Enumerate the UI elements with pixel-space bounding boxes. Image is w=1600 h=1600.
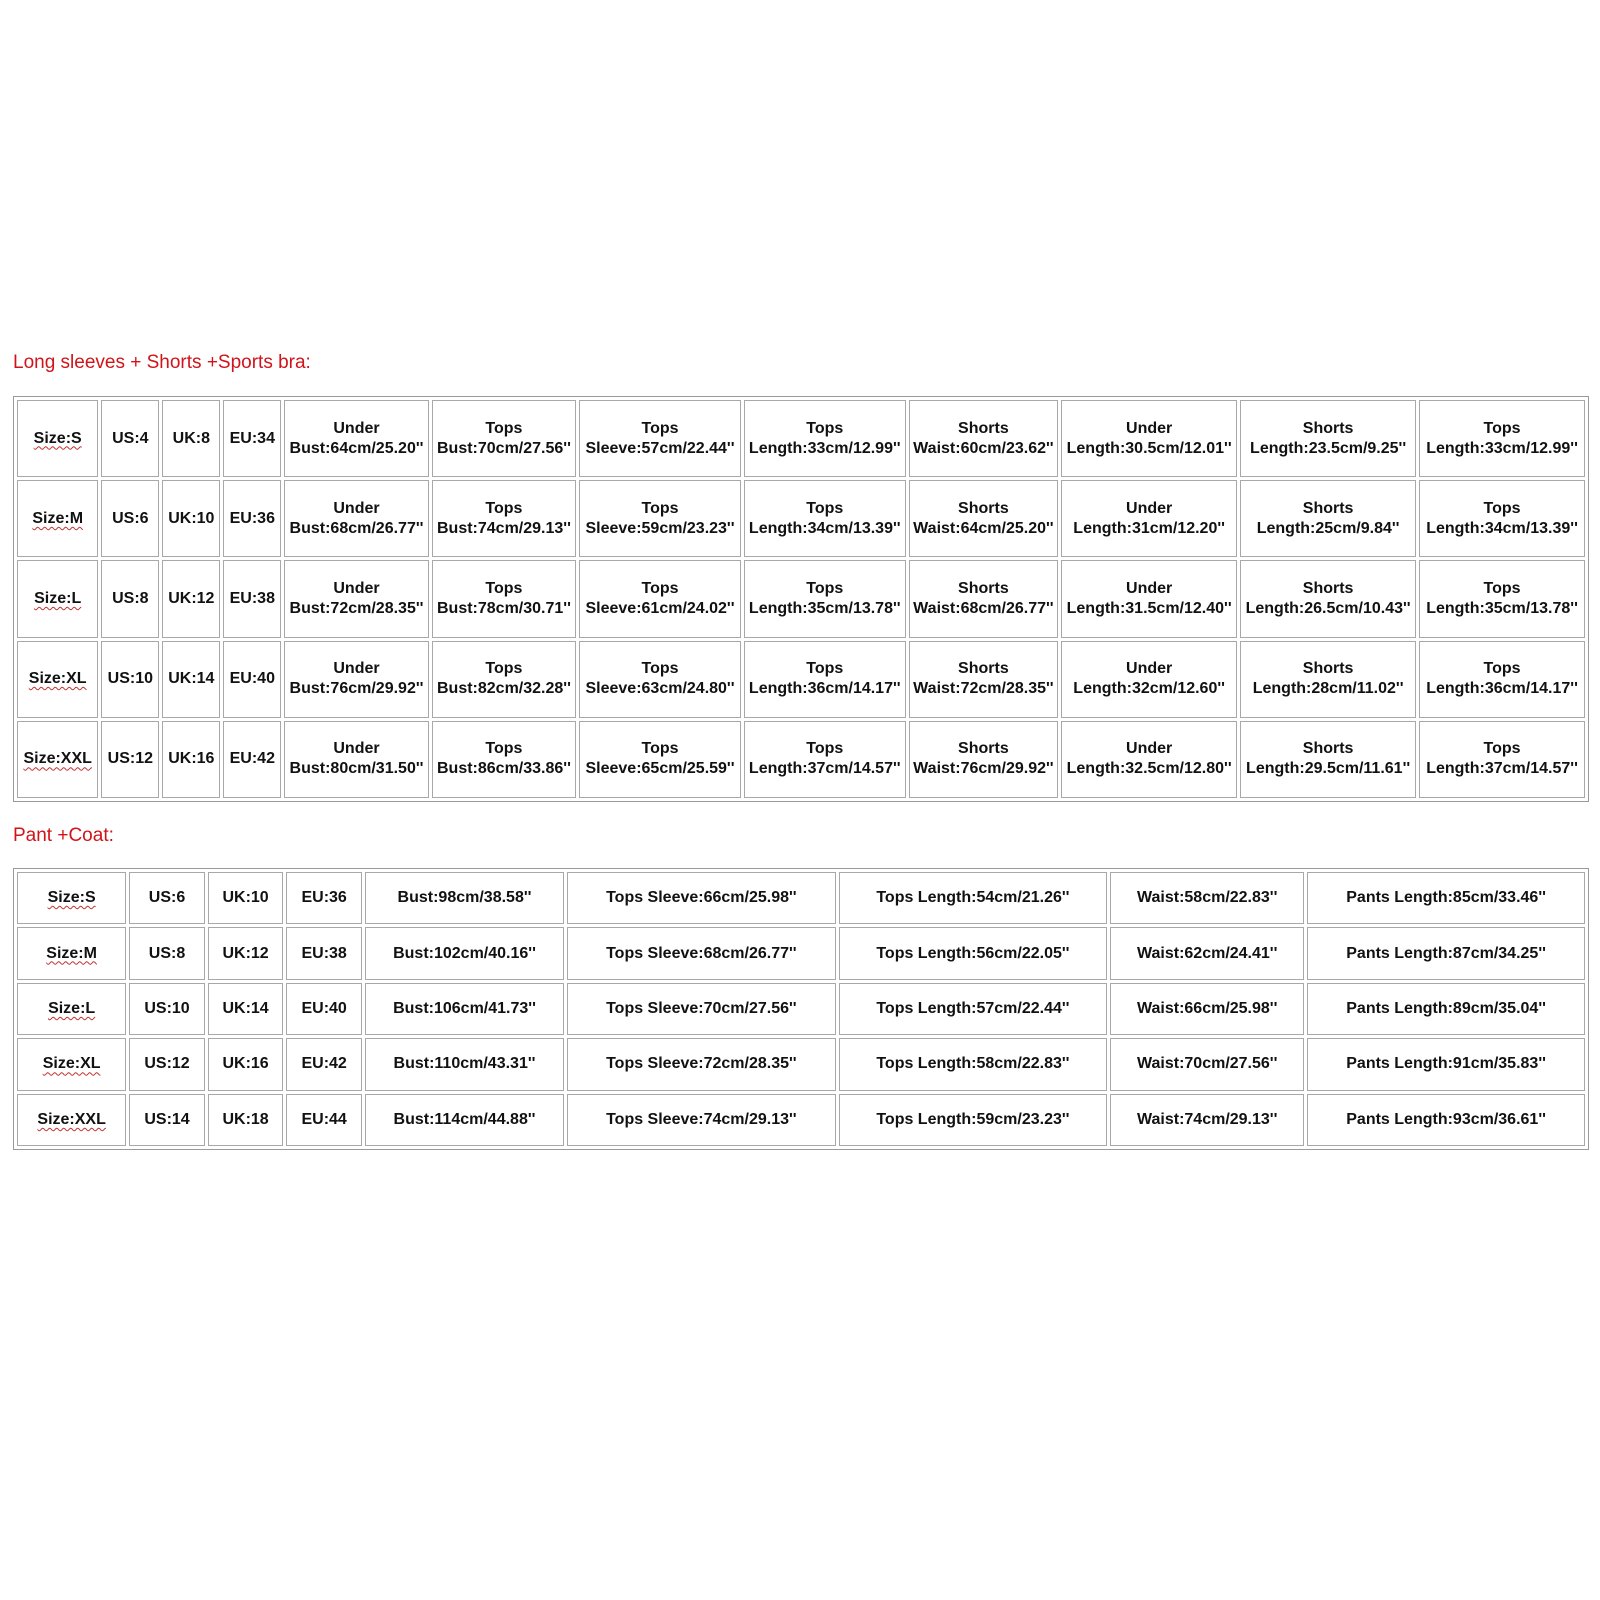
measurement-cell-text: Tops [1483,419,1521,437]
uk-size-cell-text: UK:14 [168,670,215,688]
measurement-cell-text: Tops [1483,740,1521,758]
us-size-cell [101,480,159,557]
us-size-cell-text: US:8 [112,589,149,607]
us-size-cell-text: US:6 [148,889,186,907]
measurement-cell-text: Tops [806,419,844,437]
measurement-cell [432,641,576,718]
measurement-cell-text: Length:31.5cm/12.40'' [1066,599,1232,617]
measurement-cell-text: Waist:58cm/22.83'' [1136,889,1278,907]
measurement-cell-text: Shorts [1302,499,1354,517]
measurement-cell-text: Tops Sleeve:74cm/29.13'' [606,1110,797,1128]
table-row [17,872,1585,924]
measurement-cell-text: Length:28cm/11.02'' [1252,680,1404,698]
us-size-cell [129,1038,205,1090]
us-size-cell [101,721,159,798]
measurement-cell-text: Tops [485,579,523,597]
measurement-cell-text: Pants Length:85cm/33.46'' [1346,889,1546,907]
measurement-cell-text: Waist:60cm/23.62'' [913,439,1054,457]
measurement-cell-text: Under [1126,660,1173,678]
us-size-cell [101,641,159,718]
measurement-cell-text: Tops [1483,579,1521,597]
uk-size-cell-text: UK:10 [222,889,269,907]
measurement-cell-text: Length:29.5cm/11.61'' [1246,760,1411,778]
measurement-cell [365,983,564,1035]
measurement-cell [567,983,836,1035]
measurement-cell-text: Bust:80cm/31.50'' [289,760,424,778]
eu-size-cell [223,480,281,557]
table-row [17,1094,1585,1146]
uk-size-cell [208,872,284,924]
measurement-cell-text: Sleeve:65cm/25.59'' [585,760,735,778]
measurement-cell [1110,872,1304,924]
measurement-cell-text: Bust:114cm/44.88'' [393,1110,536,1128]
uk-size-cell [162,641,220,718]
measurement-cell [744,560,906,637]
measurement-cell [744,480,906,557]
measurement-cell-text: Sleeve:59cm/23.23'' [585,519,735,537]
measurement-cell-text: Bust:98cm/38.58'' [397,889,532,907]
uk-size-cell [208,983,284,1035]
measurement-cell [567,927,836,979]
us-size-cell [101,400,159,477]
measurement-cell-text: Shorts [1302,740,1354,758]
size-cell-text: Size:XXL [37,1110,106,1128]
eu-size-cell-text: EU:36 [301,889,347,907]
measurement-cell [1061,560,1237,637]
eu-size-cell [286,1038,362,1090]
measurement-cell [1110,1038,1304,1090]
measurement-cell [1061,641,1237,718]
uk-size-cell [208,1094,284,1146]
measurement-cell [579,721,741,798]
measurement-cell-text: Bust:70cm/27.56'' [436,439,571,457]
measurement-cell-text: Waist:66cm/25.98'' [1136,999,1278,1017]
measurement-cell-text: Pants Length:93cm/36.61'' [1346,1110,1546,1128]
uk-size-cell-text: UK:16 [222,1055,269,1073]
measurement-cell [1419,721,1585,798]
size-chart-long-sleeves-set [13,396,1589,802]
measurement-cell [432,480,576,557]
uk-size-cell-text: UK:16 [168,750,215,768]
table-row [17,400,1585,477]
eu-size-cell [223,400,281,477]
measurement-cell-text: Length:37cm/14.57'' [1426,760,1578,778]
table-row [17,560,1585,637]
eu-size-cell-text: EU:44 [301,1110,347,1128]
measurement-cell [839,872,1108,924]
measurement-cell [1419,480,1585,557]
measurement-cell-text: Tops Sleeve:66cm/25.98'' [606,889,797,907]
measurement-cell-text: Tops [1483,499,1521,517]
measurement-cell [365,1094,564,1146]
measurement-cell-text: Tops [641,499,679,517]
us-size-cell-text: US:6 [112,509,149,527]
measurement-cell-text: Waist:62cm/24.41'' [1136,944,1278,962]
measurement-cell [1061,400,1237,477]
measurement-cell [744,641,906,718]
measurement-cell-text: Tops [485,499,523,517]
measurement-cell-text: Shorts [958,579,1009,597]
measurement-cell-text: Tops [806,499,844,517]
eu-size-cell-text: EU:42 [229,750,275,768]
measurement-cell [365,927,564,979]
measurement-cell-text: Pants Length:91cm/35.83'' [1346,1055,1546,1073]
uk-size-cell-text: UK:18 [222,1110,269,1128]
size-cell-text: Size:XL [42,1055,101,1073]
measurement-cell-text: Length:30.5cm/12.01'' [1066,439,1232,457]
us-size-cell-text: US:14 [144,1110,190,1128]
measurement-cell-text: Length:25cm/9.84'' [1256,519,1400,537]
measurement-cell-text: Tops [641,660,679,678]
measurement-cell-text: Under [1126,419,1173,437]
measurement-cell [1419,641,1585,718]
measurement-cell-text: Shorts [1302,660,1354,678]
measurement-cell-text: Under [333,579,380,597]
eu-size-cell-text: EU:42 [301,1055,347,1073]
measurement-cell-text: Bust:110cm/43.31'' [393,1055,536,1073]
measurement-cell [839,927,1108,979]
eu-size-cell-text: EU:40 [229,670,275,688]
uk-size-cell [208,1038,284,1090]
measurement-cell-text: Tops Length:58cm/22.83'' [876,1055,1070,1073]
size-cell [17,721,98,798]
measurement-cell-text: Shorts [958,419,1009,437]
section-title-long-sleeves-set: Long sleeves + Shorts +Sports bra: [13,352,311,373]
measurement-cell-text: Bust:76cm/29.92'' [289,680,424,698]
size-cell [17,560,98,637]
measurement-cell-text: Length:31cm/12.20'' [1073,519,1225,537]
measurement-cell-text: Waist:76cm/29.92'' [913,760,1054,778]
measurement-cell-text: Tops Length:59cm/23.23'' [876,1110,1070,1128]
measurement-cell [567,1038,836,1090]
measurement-cell [1307,1038,1585,1090]
measurement-cell-text: Tops [485,419,523,437]
measurement-cell [1419,400,1585,477]
measurement-cell [909,721,1059,798]
size-cell [17,641,98,718]
measurement-cell-text: Tops Sleeve:68cm/26.77'' [606,944,797,962]
measurement-cell-text: Bust:68cm/26.77'' [289,519,424,537]
measurement-cell-text: Length:32.5cm/12.80'' [1066,760,1232,778]
eu-size-cell [223,560,281,637]
measurement-cell-text: Length:35cm/13.78'' [1426,599,1578,617]
measurement-cell [432,721,576,798]
measurement-cell [744,721,906,798]
measurement-cell-text: Waist:72cm/28.35'' [913,680,1054,698]
measurement-cell-text: Tops Length:56cm/22.05'' [876,944,1070,962]
us-size-cell-text: US:10 [144,999,190,1017]
measurement-cell [909,641,1059,718]
measurement-cell [1240,560,1416,637]
measurement-cell-text: Length:34cm/13.39'' [1426,519,1578,537]
measurement-cell-text: Bust:106cm/41.73'' [393,999,536,1017]
us-size-cell [129,1094,205,1146]
measurement-cell-text: Pants Length:87cm/34.25'' [1346,944,1546,962]
measurement-cell [1307,1094,1585,1146]
measurement-cell [1307,927,1585,979]
measurement-cell [432,560,576,637]
measurement-cell [1240,400,1416,477]
measurement-cell-text: Tops [806,579,844,597]
measurement-cell [432,400,576,477]
measurement-cell-text: Under [333,740,380,758]
measurement-cell-text: Shorts [1302,579,1354,597]
measurement-cell-text: Bust:78cm/30.71'' [436,599,571,617]
uk-size-cell [162,480,220,557]
table-row [17,927,1585,979]
table-row [17,1038,1585,1090]
measurement-cell [284,721,428,798]
measurement-cell-text: Under [1126,499,1173,517]
size-cell-text: Size:XL [28,670,87,688]
measurement-cell-text: Bust:74cm/29.13'' [436,519,571,537]
measurement-cell-text: Tops [641,740,679,758]
table-row [17,480,1585,557]
measurement-cell-text: Tops Sleeve:72cm/28.35'' [606,1055,797,1073]
us-size-cell [129,927,205,979]
measurement-cell [1240,480,1416,557]
measurement-cell-text: Tops [641,419,679,437]
measurement-cell-text: Under [333,419,380,437]
measurement-cell-text: Under [333,499,380,517]
measurement-cell [567,872,836,924]
measurement-cell [744,400,906,477]
measurement-cell-text: Bust:64cm/25.20'' [289,439,424,457]
measurement-cell [909,400,1059,477]
measurement-cell [284,560,428,637]
measurement-cell-text: Waist:70cm/27.56'' [1136,1055,1278,1073]
measurement-cell [839,983,1108,1035]
us-size-cell [101,560,159,637]
measurement-cell [1110,983,1304,1035]
measurement-cell-text: Shorts [958,660,1009,678]
measurement-cell-text: Length:23.5cm/9.25'' [1250,439,1407,457]
measurement-cell [365,1038,564,1090]
measurement-cell-text: Shorts [958,499,1009,517]
measurement-cell-text: Pants Length:89cm/35.04'' [1346,999,1546,1017]
size-cell-text: Size:S [47,889,96,907]
uk-size-cell-text: UK:12 [168,589,215,607]
measurement-cell-text: Sleeve:63cm/24.80'' [585,680,735,698]
uk-size-cell-text: UK:12 [222,944,269,962]
size-cell [17,480,98,557]
size-cell [17,983,126,1035]
measurement-cell-text: Bust:82cm/32.28'' [436,680,571,698]
measurement-cell-text: Bust:102cm/40.16'' [393,944,536,962]
measurement-cell-text: Shorts [958,740,1009,758]
measurement-cell-text: Tops [806,660,844,678]
uk-size-cell [208,927,284,979]
size-cell-text: Size:M [46,944,97,962]
measurement-cell-text: Under [1126,740,1173,758]
measurement-cell-text: Length:36cm/14.17'' [1426,680,1578,698]
us-size-cell [129,872,205,924]
eu-size-cell-text: EU:40 [301,999,347,1017]
measurement-cell [1110,927,1304,979]
measurement-cell [579,560,741,637]
measurement-cell [365,872,564,924]
us-size-cell-text: US:12 [144,1055,190,1073]
measurement-cell [839,1094,1108,1146]
measurement-cell [909,480,1059,557]
us-size-cell-text: US:8 [148,944,186,962]
eu-size-cell [286,927,362,979]
measurement-cell-text: Sleeve:61cm/24.02'' [585,599,735,617]
uk-size-cell-text: UK:8 [172,429,210,447]
measurement-cell-text: Bust:86cm/33.86'' [436,760,571,778]
measurement-cell [1061,480,1237,557]
eu-size-cell-text: EU:38 [229,589,275,607]
us-size-cell [129,983,205,1035]
measurement-cell-text: Length:36cm/14.17'' [748,680,901,698]
eu-size-cell [223,721,281,798]
measurement-cell-text: Tops [485,660,523,678]
size-cell-text: Size:S [33,429,82,447]
uk-size-cell [162,560,220,637]
measurement-cell-text: Waist:68cm/26.77'' [913,599,1054,617]
table-row [17,721,1585,798]
size-cell-text: Size:M [32,509,84,527]
eu-size-cell [286,872,362,924]
size-cell [17,872,126,924]
measurement-cell-text: Length:37cm/14.57'' [748,760,901,778]
measurement-cell [284,400,428,477]
size-cell-text: Size:XXL [23,750,92,768]
measurement-cell-text: Bust:72cm/28.35'' [289,599,424,617]
measurement-cell [1307,872,1585,924]
measurement-cell-text: Length:35cm/13.78'' [748,599,901,617]
measurement-cell-text: Length:32cm/12.60'' [1073,680,1225,698]
us-size-cell-text: US:4 [112,429,149,447]
us-size-cell-text: US:10 [107,670,154,688]
eu-size-cell-text: EU:34 [229,429,275,447]
measurement-cell [1110,1094,1304,1146]
measurement-cell-text: Tops [806,740,844,758]
uk-size-cell [162,721,220,798]
measurement-cell [1240,641,1416,718]
uk-size-cell [162,400,220,477]
uk-size-cell-text: UK:10 [168,509,215,527]
measurement-cell [839,1038,1108,1090]
measurement-cell [579,480,741,557]
eu-size-cell [286,983,362,1035]
measurement-cell [1061,721,1237,798]
table-row [17,641,1585,718]
size-cell [17,400,98,477]
size-cell [17,1038,126,1090]
table-row [17,983,1585,1035]
us-size-cell-text: US:12 [107,750,154,768]
eu-size-cell [286,1094,362,1146]
measurement-cell-text: Waist:64cm/25.20'' [913,519,1054,537]
measurement-cell-text: Tops [1483,660,1521,678]
measurement-cell [909,560,1059,637]
eu-size-cell-text: EU:36 [229,509,275,527]
measurement-cell-text: Length:33cm/12.99'' [1426,439,1578,457]
measurement-cell [1419,560,1585,637]
measurement-cell-text: Length:26.5cm/10.43'' [1245,599,1411,617]
measurement-cell [284,641,428,718]
measurement-cell-text: Sleeve:57cm/22.44'' [585,439,735,457]
measurement-cell-text: Tops [485,740,523,758]
size-cell [17,1094,126,1146]
eu-size-cell [223,641,281,718]
measurement-cell-text: Length:33cm/12.99'' [748,439,901,457]
measurement-cell-text: Waist:74cm/29.13'' [1136,1110,1278,1128]
measurement-cell [579,400,741,477]
size-cell-text: Size:L [34,589,82,607]
measurement-cell-text: Under [1126,579,1173,597]
measurement-cell [1240,721,1416,798]
measurement-cell-text: Tops Sleeve:70cm/27.56'' [606,999,797,1017]
uk-size-cell-text: UK:14 [222,999,269,1017]
measurement-cell-text: Tops [641,579,679,597]
measurement-cell [284,480,428,557]
measurement-cell [567,1094,836,1146]
size-cell-text: Size:L [48,999,96,1017]
size-chart-pant-coat [13,868,1589,1150]
eu-size-cell-text: EU:38 [301,944,347,962]
measurement-cell-text: Tops Length:54cm/21.26'' [876,889,1070,907]
measurement-cell-text: Under [333,660,380,678]
measurement-cell-text: Length:34cm/13.39'' [748,519,901,537]
size-cell [17,927,126,979]
measurement-cell-text: Tops Length:57cm/22.44'' [876,999,1070,1017]
section-title-pant-coat: Pant +Coat: [13,825,114,846]
measurement-cell-text: Shorts [1302,419,1354,437]
measurement-cell [579,641,741,718]
measurement-cell [1307,983,1585,1035]
